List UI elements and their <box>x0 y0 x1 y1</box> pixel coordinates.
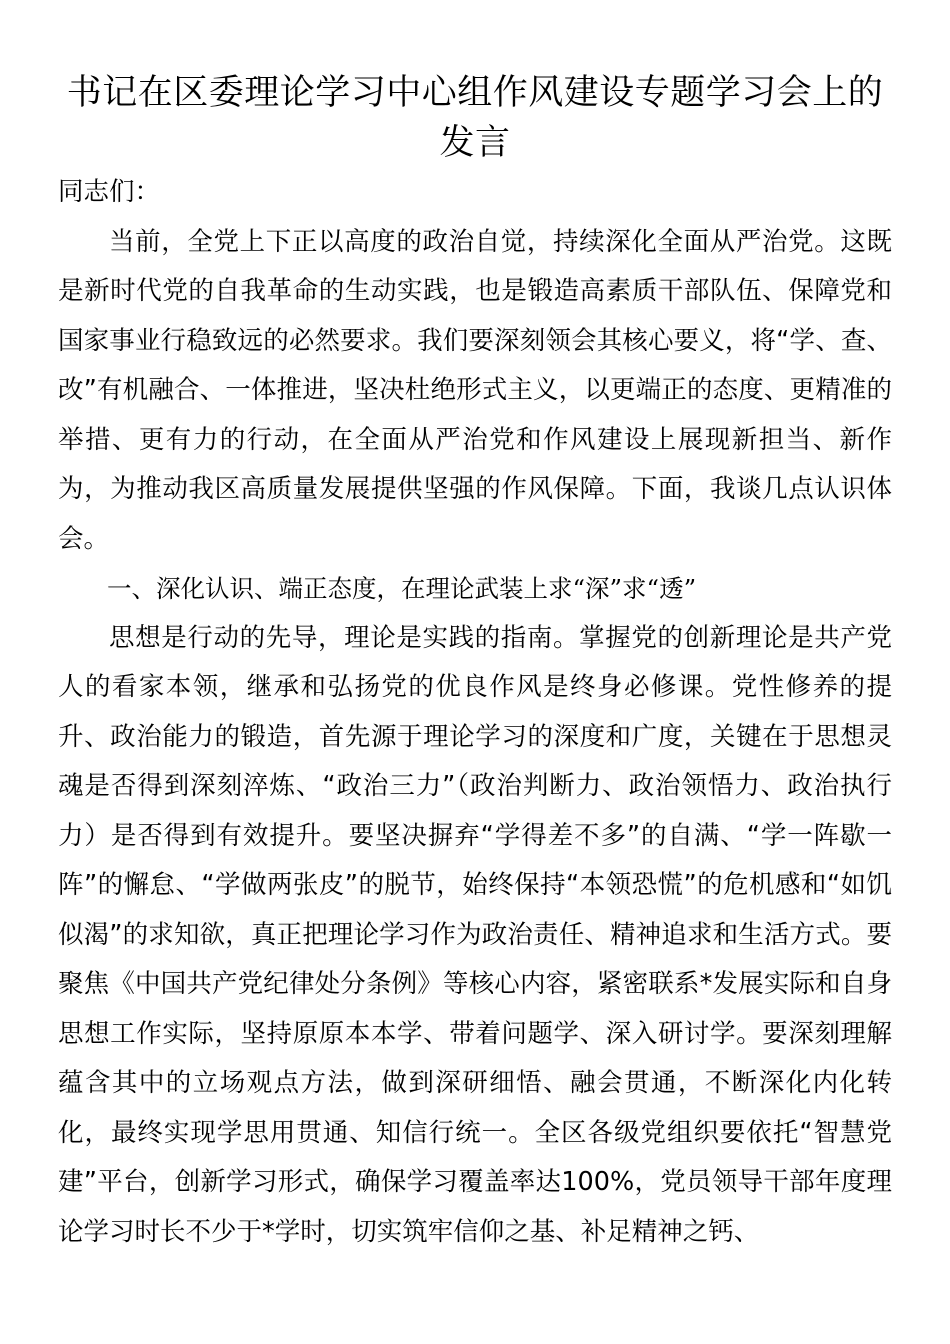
document-title: 书记在区委理论学习中心组作风建设专题学习会上的发言 <box>66 73 884 163</box>
salutation: 同志们： <box>58 177 161 207</box>
document-body <box>58 168 892 1257</box>
section-heading-1: 一、深化认识、端正态度，在理论武装上求“深”求“透” <box>107 574 697 603</box>
section-1-paragraph: 思想是行动的先导，理论是实践的指南。掌握党的创新理论是共产党人的看家本领，继承和弘扬党的优良作风是终身必修课。党性修养的提升、政治能力的锻造，首先源于理论学习的深度和广度，关键在于思想灵魂是否得到深刻淬炼、“政治三力”（政治判断力、政治领悟力、政治执行力）是否得到有效提升。要坚决摒弃“学得差不多”的自满、“学一阵歇一阵”的懈怠、“学做两张皮”的脱节，始终保持“本领恐慌”的危机感和“如饥似渴”的求知欲，真正把理论学习作为政治责任、精神追求和生活方式。要聚焦《中国共产党纪律处分条例》等核心内容，紧密联系*发展实际和自身思想工作实际，坚持原原本本学、带着问题学、深入研讨学。要深刻理解蕴含其中的立场观点方法，做到深研细悟、融会贯通，不断深化内化转化，最终实现学思用贯通、知信行统一。全区各级党组织要依托“智慧党建”平台，创新学习形式，确保学习覆盖率达100%，党员领导干部年度理论学习时长不少于*学时，切实筑牢信仰之基、补足精神之钙、 <box>58 622 892 1247</box>
intro-paragraph: 当前，全党上下正以高度的政治自觉，持续深化全面从严治党。这既是新时代党的自我革命的生动实践，也是锻造高素质干部队伍、保障党和国家事业行稳致远的必然要求。我们要深刻领会其核心要义，将“学、查、改”有机融合、一体推进，坚决杜绝形式主义，以更端正的态度、更精准的举措、更有力的行动，在全面从严治党和作风建设上展现新担当、新作为，为推动我区高质量发展提供坚强的作风保障。下面，我谈几点认识体会。 <box>58 226 892 554</box>
